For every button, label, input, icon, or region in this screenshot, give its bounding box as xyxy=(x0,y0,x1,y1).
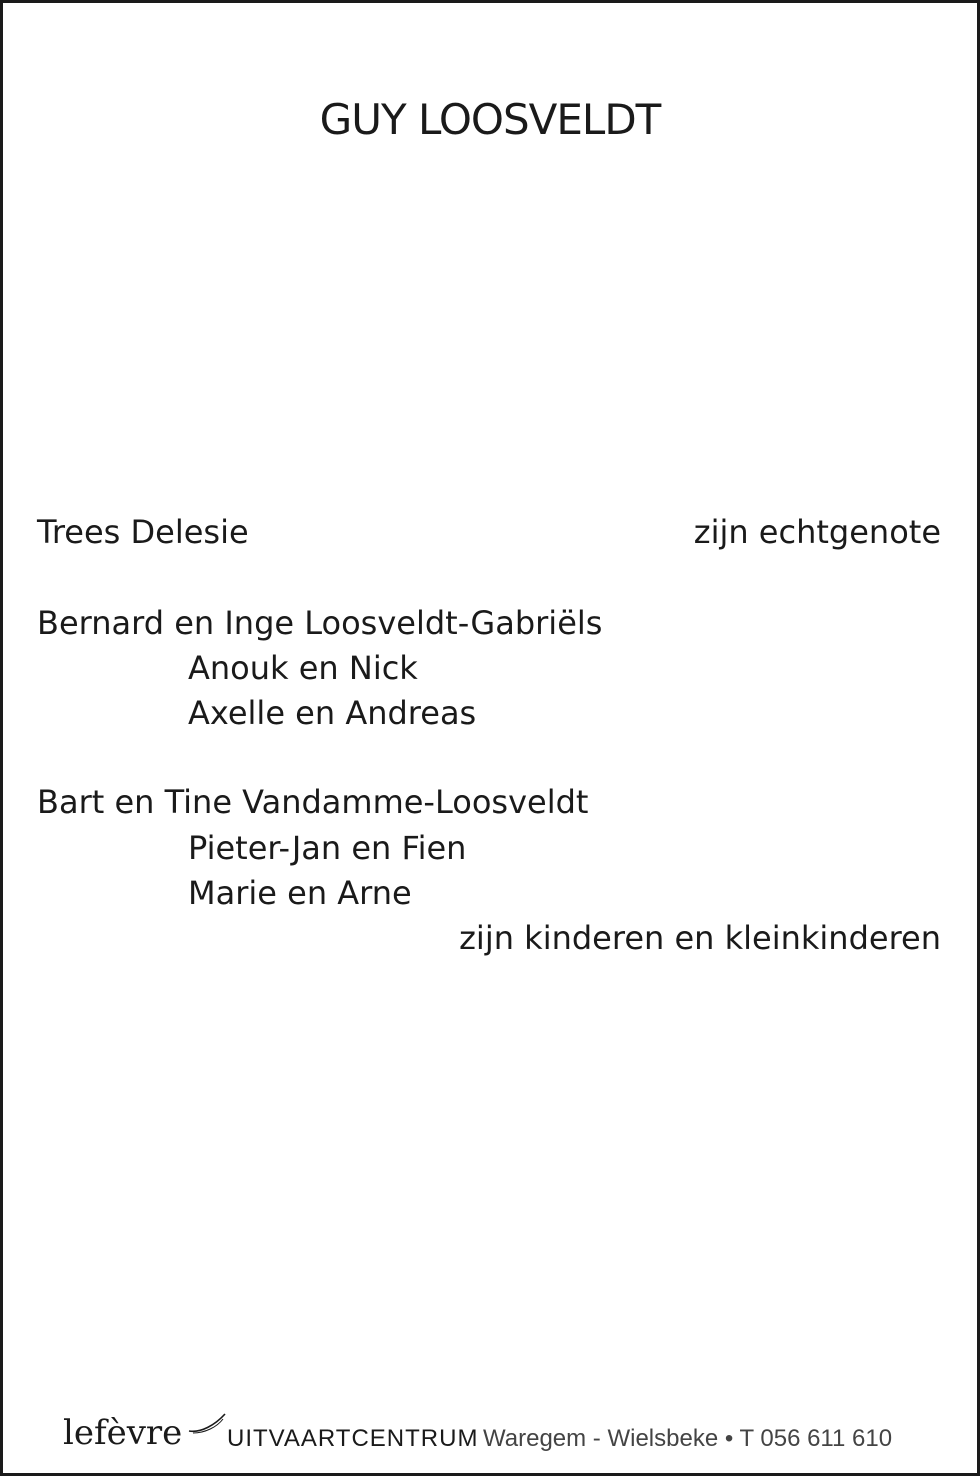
spouse-name: Trees Delesie xyxy=(37,513,249,551)
child-name: Bart en Tine Vandamme-Loosveldt xyxy=(37,783,589,821)
grandchild-name: Axelle en Andreas xyxy=(188,694,477,732)
lefevre-logo: lefèvre xyxy=(63,1413,183,1453)
footer-contact: Waregem - Wielsbeke • T 056 611 610 xyxy=(483,1425,893,1452)
grandchild-name: Marie en Arne xyxy=(188,874,412,912)
footer-brand: UITVAARTCENTRUM xyxy=(227,1425,479,1452)
spouse-role: zijn echtgenote xyxy=(693,513,941,551)
children-role: zijn kinderen en kleinkinderen xyxy=(459,919,941,957)
grandchild-name: Pieter-Jan en Fien xyxy=(188,829,467,867)
child-name: Bernard en Inge Loosveldt-Gabriëls xyxy=(37,604,603,642)
grandchild-name: Anouk en Nick xyxy=(188,649,418,687)
swoosh-icon xyxy=(187,1411,227,1435)
deceased-name: GUY LOOSVELDT xyxy=(319,95,661,144)
